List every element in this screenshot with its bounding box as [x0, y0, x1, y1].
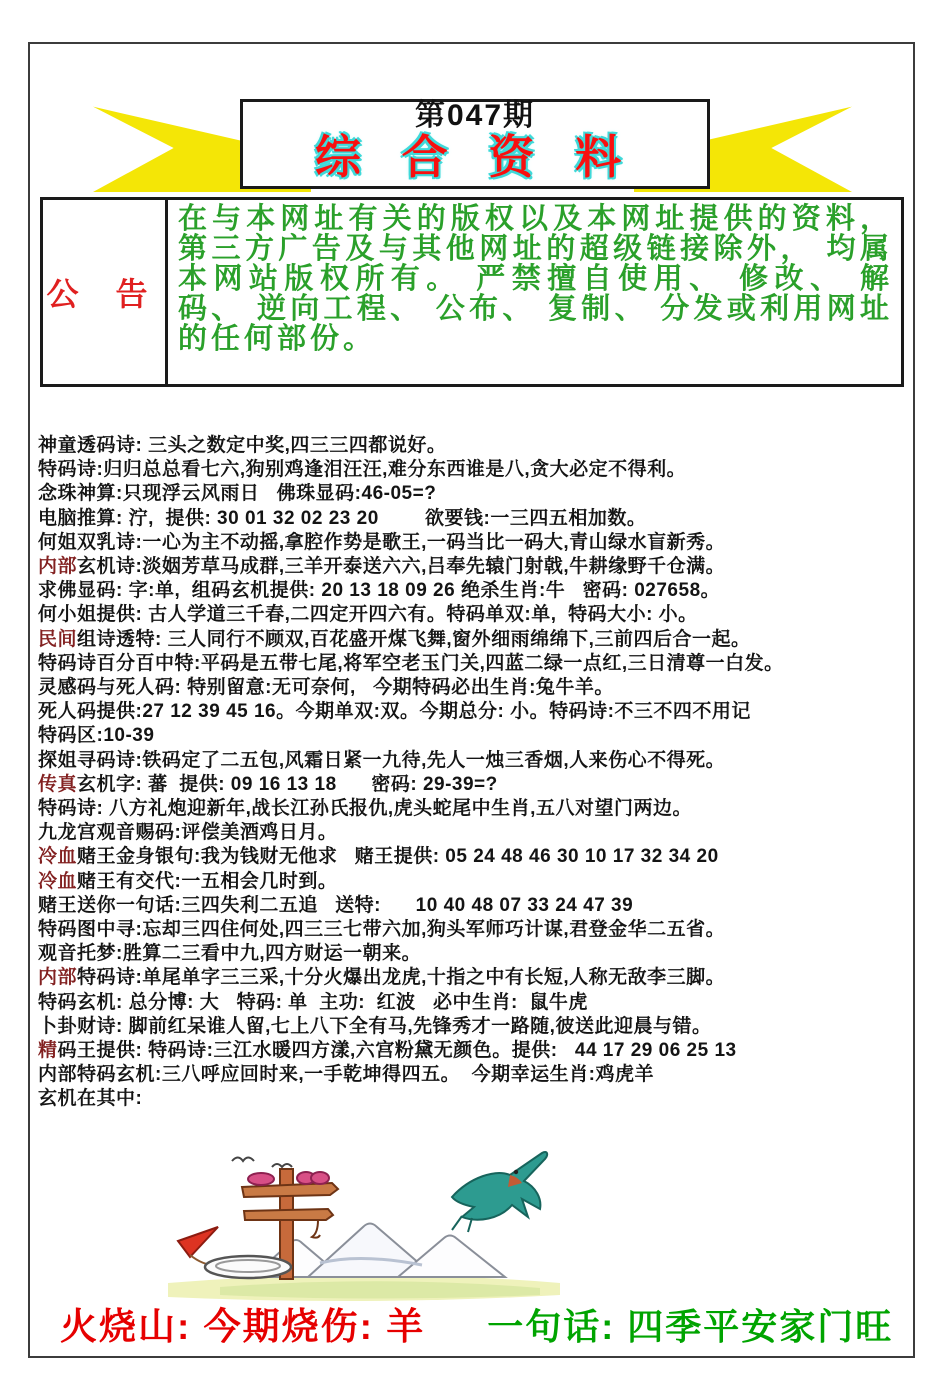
- tip-text: 平码是五带七尾,将军空老玉门关,四蓝二绿一点红,三日清尊一白发。: [200, 652, 784, 674]
- tip-label: 神童透码诗:: [38, 435, 149, 456]
- tip-label: 何小姐提供:: [38, 604, 143, 626]
- tip-label: 送特:: [335, 894, 381, 916]
- illustration: [160, 1145, 570, 1305]
- tip-line: [38, 773, 910, 797]
- tip-label: 赌王有交代:: [77, 870, 182, 892]
- tip-text: 脚前红呆谁人留,七上八下全有马,先锋秀才一路随,彼送此迎晨与错。: [122, 1015, 712, 1037]
- tip-text: 双。: [380, 701, 420, 723]
- tip-text: 10 40 48 07 33 24 47 39: [381, 894, 634, 916]
- footer-phrase-text: 一句话: 四季平安家门旺: [487, 1306, 894, 1347]
- tip-label: 赌王金身银句:: [77, 846, 201, 868]
- tip-label: 特码单双:: [446, 604, 532, 626]
- tip-label: 今期单双:: [295, 701, 381, 723]
- tip-text: 泞,: [122, 507, 166, 529]
- tip-label: 冷血: [38, 846, 78, 868]
- tip-label: 赌王提供:: [354, 846, 440, 868]
- tip-text: 44 17 29 06 25 13: [557, 1040, 737, 1062]
- tip-text: 大: [193, 991, 237, 1013]
- tip-text: 30 01 32 02 23 20: [211, 507, 425, 529]
- tip-line: [38, 628, 910, 652]
- tip-line: [38, 845, 910, 869]
- tip-text: 只现浮云风雨日: [122, 483, 277, 505]
- notice-box: [40, 197, 904, 387]
- tip-text: 铁码定了二五包,风霜日紧一九待,先人一烛三香烟,人来伤心不得死。: [142, 749, 726, 771]
- page-title: 综 合 资 料: [314, 131, 636, 183]
- tip-line: [38, 482, 910, 506]
- tip-label: 念珠神算:: [38, 483, 123, 505]
- tip-label: 今期幸运生肖:: [471, 1064, 596, 1086]
- tip-label: 冷血: [38, 870, 78, 892]
- tip-text: 46-05=?: [361, 483, 437, 505]
- tip-text: 单尾单字三三采,十分火爆出龙虎,十指之中有长短,人称无敌李三脚。: [142, 967, 726, 989]
- tip-text: 我为钱财无他求: [200, 846, 355, 868]
- tip-text: 胜算二三看中九,四方财运一朝来。: [122, 943, 422, 965]
- tip-text: 一五相会几时到。: [181, 870, 338, 892]
- tip-text: 兔牛羊。: [535, 677, 614, 699]
- tip-text: 20 13 18 09 26: [315, 580, 461, 602]
- tip-label: 提供:: [511, 1040, 558, 1062]
- tip-line: [38, 1087, 910, 1111]
- footer-burn-text: 火烧山: 今期烧伤: 羊: [60, 1306, 426, 1347]
- tip-text: 三四失利二五追: [181, 894, 336, 916]
- tip-label: 欲要钱:: [425, 507, 491, 529]
- tip-text: 八方礼炮迎新年,战长江孙氏报仇,虎头蛇尾中生肖,五八对望门两边。: [103, 798, 692, 820]
- basin-icon: [205, 1256, 291, 1278]
- tip-label: 特码诗:: [549, 701, 615, 723]
- tip-text: 小。: [504, 701, 550, 723]
- tip-line: [38, 1039, 910, 1063]
- tip-line: [38, 797, 910, 821]
- tip-label: 特码区:: [38, 725, 104, 747]
- tip-text: 古人学道三千春,二四定开四六有。: [142, 604, 447, 626]
- tip-text: 淡姻芳草马成群,三羊开泰送六六,吕奉先辕门射戟,牛耕缘野千仓满。: [142, 556, 726, 578]
- tip-text: 一三四五相加数。: [490, 507, 647, 529]
- tip-label: 总分博:: [128, 991, 194, 1013]
- tip-label: 特码图中寻:: [38, 919, 143, 941]
- tip-label: 今期特码必出生肖:: [373, 677, 536, 699]
- tip-label: 组诗透特:: [77, 628, 162, 650]
- tip-label: 特码诗:: [77, 967, 143, 989]
- tip-label: 内部特码玄机:: [38, 1064, 162, 1086]
- tip-line: [38, 821, 910, 845]
- tip-text: 29-39=?: [417, 773, 498, 795]
- tip-text: 单,: [154, 580, 192, 602]
- tip-text: 鸡虎羊: [595, 1064, 655, 1086]
- tip-text: 忘却三四住何处,四三三七带六加,狗头军师巧计谋,君登金华二五省。: [142, 919, 726, 941]
- tip-text: 评偿美酒鸡日月。: [181, 822, 338, 844]
- tip-text: 鼠牛虎: [517, 991, 588, 1013]
- tip-text: 三江水暖四方漾,六宫粉黛无颜色。: [213, 1040, 512, 1062]
- tip-label: 特码诗:: [38, 459, 104, 481]
- birds-icon: [232, 1158, 292, 1168]
- tip-line: [38, 676, 910, 700]
- tip-line: [38, 724, 910, 748]
- tip-label: 玄机在其中:: [38, 1088, 143, 1110]
- footer: [60, 1296, 900, 1350]
- tips-list: [38, 434, 910, 1112]
- tip-label: 传真: [38, 773, 78, 795]
- tip-text: 蕃: [142, 773, 180, 795]
- tip-text: 红波: [365, 991, 433, 1013]
- tip-label: 特码诗百分百中特:: [38, 652, 201, 674]
- tip-label: 卜卦财诗:: [38, 1015, 123, 1037]
- tip-line: [38, 700, 910, 724]
- tip-label: 精: [38, 1040, 58, 1062]
- tip-label: 特别留意:: [187, 677, 272, 699]
- tip-label: 特码大小:: [568, 604, 653, 626]
- tip-line: [38, 603, 910, 627]
- tip-text: 牛: [545, 580, 583, 602]
- swallow-icon: [452, 1152, 547, 1232]
- tip-line: [38, 531, 910, 555]
- tip-text: 05 24 48 46 30 10 17 32 34 20: [439, 846, 719, 868]
- notice-label: 公 告: [43, 200, 168, 384]
- tip-text: 三头之数定中奖,四三三四都说好。: [148, 435, 447, 456]
- issue-number: 第047期: [414, 99, 536, 132]
- tip-text: 不三不四不用记: [614, 701, 751, 723]
- tip-label: 提供:: [179, 773, 226, 795]
- notice-text: 在与本网址有关的版权以及本网址提供的资料， 第三方广告及与其他网址的超级链接除外， 均属本网站版权所有。 严禁擅自使用、 修改、 解码、 逆向工程、 公布、 复制、 分发或利用网址的任何部份。: [178, 203, 893, 355]
- tip-text: 归归总总看七六,狗别鸡逢泪汪汪,难分东西谁是八,贪大必定不得利。: [103, 459, 687, 481]
- tip-label: 观音托梦:: [38, 943, 123, 965]
- tip-label: 灵感码与死人码:: [38, 677, 188, 699]
- tip-label: 今期总分:: [419, 701, 505, 723]
- tip-label: 特码诗:: [148, 1040, 214, 1062]
- tip-label: 求佛显码: 字:: [38, 580, 155, 602]
- tip-label: 特码玄机:: [38, 991, 129, 1013]
- tip-line: [38, 918, 910, 942]
- tip-label: 电脑推算:: [38, 507, 123, 529]
- tip-label: 九龙宫观音赐码:: [38, 822, 182, 844]
- tip-text: 三八呼应回时来,一手乾坤得四五。: [161, 1064, 472, 1086]
- tip-label: 何姐双乳诗:: [38, 531, 143, 553]
- tip-text: 10-39: [103, 725, 155, 747]
- tip-label: 必中生肖:: [432, 991, 518, 1013]
- tip-line: [38, 991, 910, 1015]
- tip-text: 单: [282, 991, 320, 1013]
- tip-line: [38, 749, 910, 773]
- tip-label: 探姐寻码诗:: [38, 749, 143, 771]
- tip-line: [38, 555, 910, 579]
- tip-text: 027658。: [628, 580, 721, 602]
- tip-line: [38, 1015, 910, 1039]
- tip-text: 09 16 13 18: [225, 773, 372, 795]
- tip-line: [38, 652, 910, 676]
- tip-line: [38, 942, 910, 966]
- tip-label: 绝杀生肖:: [460, 580, 546, 602]
- tip-text: 一心为主不动摇,拿腔作势是歌王,一码当比一码大,青山绿水盲新秀。: [142, 531, 726, 553]
- tip-label: 民间: [38, 628, 78, 650]
- tip-label: 赌王送你一句话:: [38, 894, 182, 916]
- tip-label: 特码:: [236, 991, 283, 1013]
- title-box: [240, 99, 710, 189]
- tip-label: 密码:: [371, 773, 418, 795]
- tip-label: 死人码提供:: [38, 701, 143, 723]
- tip-text: 单,: [531, 604, 569, 626]
- tip-label: 码王提供:: [57, 1040, 149, 1062]
- tip-text: 无可奈何,: [271, 677, 374, 699]
- tip-label: 提供:: [165, 507, 212, 529]
- tip-line: [38, 1063, 910, 1087]
- tip-text: 三人同行不顾双,百花盛开煤飞舞,窗外细雨绵绵下,三前四后合一起。: [161, 628, 751, 650]
- tip-line: [38, 870, 910, 894]
- tip-label: 佛珠显码:: [276, 483, 362, 505]
- tip-label: 内部: [38, 967, 78, 989]
- tip-line: [38, 434, 910, 458]
- tip-text: 27 12 39 45 16。: [142, 701, 296, 723]
- tip-label: 特码诗:: [38, 798, 104, 820]
- tip-line: [38, 894, 910, 918]
- tip-label: 玄机诗:: [77, 556, 143, 578]
- tip-line: [38, 966, 910, 990]
- tip-label: 主功:: [319, 991, 366, 1013]
- tip-text: 小。: [652, 604, 698, 626]
- tip-line: [38, 507, 910, 531]
- tip-label: 玄机字:: [77, 773, 143, 795]
- tip-label: 密码:: [582, 580, 629, 602]
- tip-label: 组码玄机提供:: [191, 580, 316, 602]
- tip-line: [38, 579, 910, 603]
- tip-line: [38, 458, 910, 482]
- tip-label: 内部: [38, 556, 78, 578]
